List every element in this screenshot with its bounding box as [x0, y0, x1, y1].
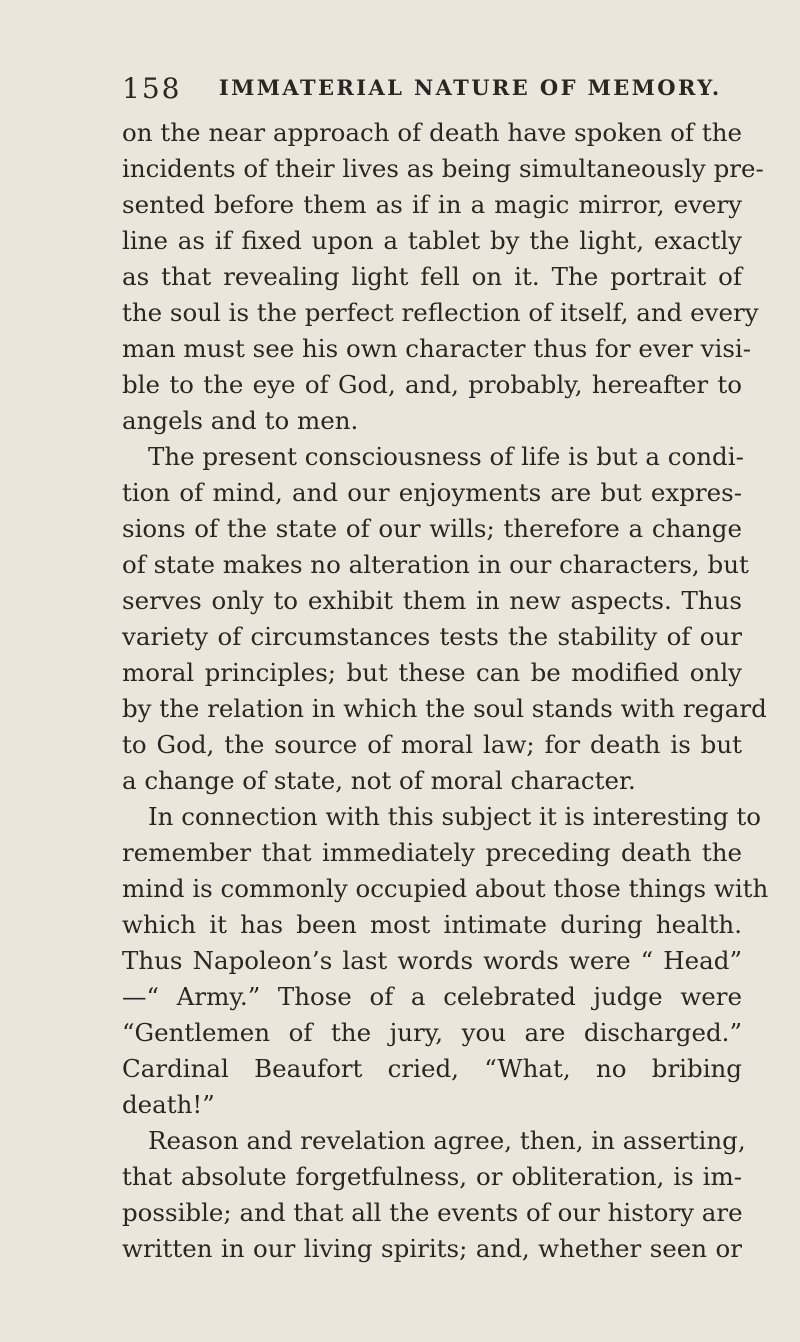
text-line: moral principles; but these can be modified only — [122, 658, 742, 687]
body-text — [122, 115, 769, 1267]
text-line: remember that immediately preceding death the — [122, 838, 742, 867]
text-line: variety of circumstances tests the stability of our — [122, 622, 742, 651]
text-line: —“ Army.” Those of a celebrated judge were — [122, 982, 742, 1011]
text-line: Reason and revelation agree, then, in asserting, — [148, 1126, 746, 1155]
text-line: The present consciousness of life is but a condi- — [148, 442, 744, 471]
text-line: “Gentlemen of the jury, you are discharged.” — [122, 1018, 742, 1047]
text-line: Cardinal Beaufort cried, “What, no bribing — [122, 1054, 742, 1083]
text-line: on the near approach of death have spoken of the — [122, 118, 742, 147]
page-number: 158 — [122, 72, 182, 105]
text-line: the soul is the perfect reflection of itself, and every — [122, 298, 759, 327]
text-line: as that revealing light fell on it. The portrait of — [122, 262, 742, 291]
text-line: tion of mind, and our enjoyments are but expres- — [122, 478, 742, 507]
text-line: sions of the state of our wills; therefore a change — [122, 514, 742, 543]
text-line: serves only to exhibit them in new aspects. Thus — [122, 586, 742, 615]
text-line: death!” — [122, 1090, 215, 1119]
text-line: by the relation in which the soul stands with regard — [122, 694, 767, 723]
text-line: Thus Napoleon’s last words words were “ Head” — [122, 946, 742, 975]
text-line: In connection with this subject it is interesting to — [148, 802, 761, 831]
text-line: sented before them as if in a magic mirror, every — [122, 190, 742, 219]
text-line: which it has been most intimate during health. — [122, 910, 742, 939]
text-line: to God, the source of moral law; for death is but — [122, 730, 742, 759]
running-head — [122, 72, 762, 112]
text-line: possible; and that all the events of our history are — [122, 1198, 743, 1227]
text-line: line as if fixed upon a tablet by the light, exactly — [122, 226, 742, 255]
text-line: angels and to men. — [122, 406, 359, 435]
text-line: of state makes no alteration in our characters, but — [122, 550, 749, 579]
text-line: incidents of their lives as being simultaneously pre- — [122, 154, 764, 183]
running-head-title: IMMATERIAL NATURE OF MEMORY. — [218, 75, 722, 100]
text-line: ble to the eye of God, and, probably, hereafter to — [122, 370, 742, 399]
text-line: written in our living spirits; and, whether seen or — [122, 1234, 742, 1263]
text-line: man must see his own character thus for ever visi- — [122, 334, 752, 363]
text-line: mind is commonly occupied about those things with — [122, 874, 769, 903]
text-line: that absolute forgetfulness, or obliteration, is im- — [122, 1162, 742, 1191]
text-line: a change of state, not of moral character. — [122, 766, 636, 795]
